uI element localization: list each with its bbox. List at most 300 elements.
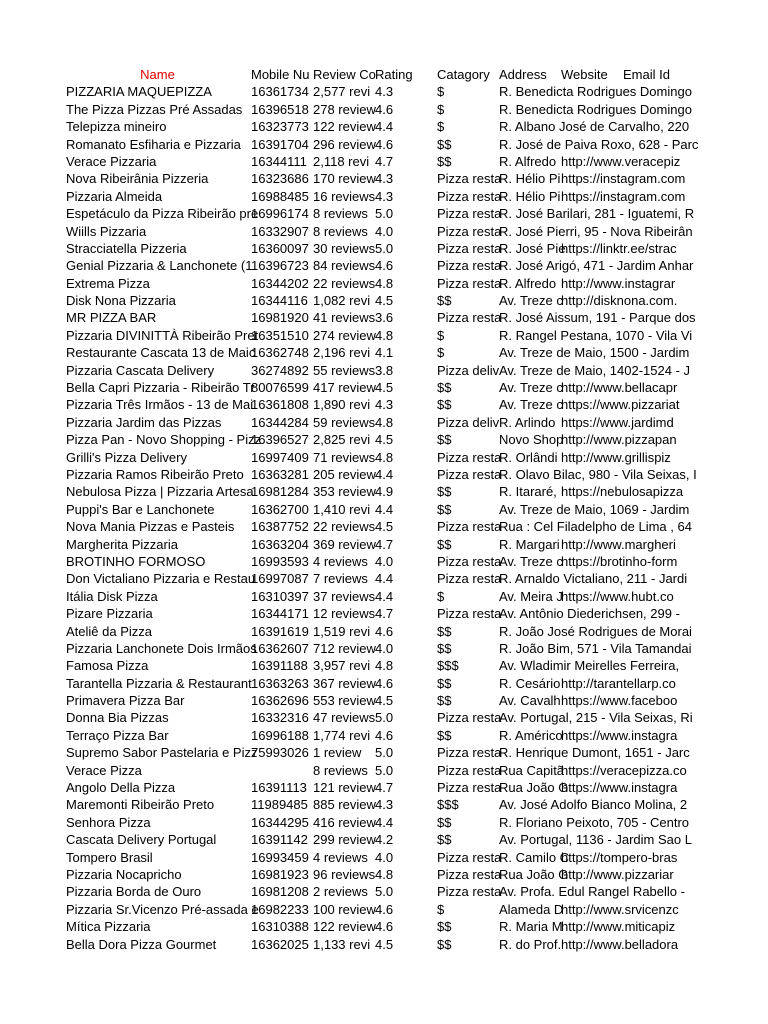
cell-review-count[interactable]: 416 review: [313, 814, 376, 830]
cell-rating[interactable]: 4.1: [375, 345, 394, 361]
cell-address[interactable]: R. João José Rodrigues de Morai: [499, 623, 692, 639]
header-email[interactable]: Email Id: [623, 67, 670, 82]
cell-mobile[interactable]: 16344295: [251, 814, 309, 830]
cell-mobile[interactable]: 16996174: [251, 206, 309, 222]
cell-review-count[interactable]: 71 reviews: [313, 449, 376, 465]
cell-name[interactable]: Pizare Pizzaria: [66, 606, 153, 622]
cell-rating[interactable]: 3.6: [375, 310, 394, 326]
cell-review-count[interactable]: 170 review: [313, 171, 376, 187]
cell-category[interactable]: $$: [437, 727, 452, 743]
cell-category[interactable]: $$: [437, 693, 452, 709]
cell-name[interactable]: Pizzaria Sr.Vicenzo Pré-assada e: [66, 901, 259, 917]
cell-name[interactable]: Margherita Pizzaria: [66, 536, 178, 552]
header-address[interactable]: Address: [499, 67, 547, 82]
table-row[interactable]: [66, 240, 686, 257]
cell-mobile[interactable]: 16981920: [251, 310, 309, 326]
cell-address[interactable]: R. José Arigó, 471 - Jardim Anhar: [499, 258, 694, 274]
table-row[interactable]: [66, 431, 686, 448]
cell-rating[interactable]: 4.6: [375, 675, 394, 691]
cell-name[interactable]: Itália Disk Pizza: [66, 588, 158, 604]
cell-category[interactable]: $$: [437, 832, 452, 848]
table-row[interactable]: [66, 936, 686, 953]
cell-rating[interactable]: 4.9: [375, 484, 394, 500]
cell-category[interactable]: Pizza resta: [437, 780, 502, 796]
cell-rating[interactable]: 5.0: [375, 206, 394, 222]
cell-category[interactable]: $: [437, 327, 445, 343]
cell-review-count[interactable]: 417 review: [313, 380, 376, 396]
cell-name[interactable]: Donna Bia Pizzas: [66, 710, 169, 726]
cell-mobile[interactable]: 16391188: [251, 658, 308, 674]
cell-website[interactable]: http://www.srvicenzc: [561, 901, 679, 917]
cell-category[interactable]: Pizza resta: [437, 571, 502, 587]
cell-mobile[interactable]: 36274892: [251, 362, 309, 378]
cell-website[interactable]: http://www.miticapiz: [561, 919, 676, 935]
cell-rating[interactable]: 4.4: [375, 571, 394, 587]
cell-name[interactable]: Bella Capri Pizzaria - Ribeirão Tr: [66, 380, 255, 396]
cell-category[interactable]: Pizza resta: [437, 275, 502, 291]
cell-address[interactable]: R. Maria M: [499, 919, 563, 935]
cell-mobile[interactable]: 16361808: [251, 397, 309, 413]
cell-category[interactable]: Pizza resta: [437, 171, 502, 187]
cell-mobile[interactable]: 16351510: [251, 327, 309, 343]
cell-name[interactable]: Restaurante Cascata 13 de Maic: [66, 345, 256, 361]
cell-name[interactable]: PIZZARIA MAQUEPIZZA: [66, 84, 212, 100]
cell-address[interactable]: R. Alfredo: [499, 153, 557, 169]
cell-category[interactable]: $: [437, 588, 445, 604]
cell-rating[interactable]: 4.8: [375, 327, 394, 343]
table-row[interactable]: [66, 692, 686, 709]
cell-website[interactable]: https://www.jardimd: [561, 414, 674, 430]
cell-address[interactable]: Alameda D: [499, 901, 564, 917]
cell-review-count[interactable]: 274 review: [313, 327, 376, 343]
cell-address[interactable]: R. José Pierri, 95 - Nova Ribeirân: [499, 223, 693, 239]
cell-website[interactable]: https://www.faceboo: [561, 693, 678, 709]
cell-mobile[interactable]: 16391142: [251, 832, 308, 848]
cell-category[interactable]: $$: [437, 397, 452, 413]
table-row[interactable]: [66, 153, 686, 170]
cell-review-count[interactable]: 100 review: [313, 901, 376, 917]
cell-website[interactable]: https://nebulosapizza: [561, 484, 684, 500]
cell-name[interactable]: Pizzaria Ramos Ribeirão Preto: [66, 466, 244, 482]
cell-review-count[interactable]: 122 review: [313, 919, 376, 935]
cell-address[interactable]: Av. Meira J: [499, 588, 563, 604]
cell-name[interactable]: Cascata Delivery Portugal: [66, 832, 217, 848]
cell-website[interactable]: https://www.instagra: [561, 780, 678, 796]
cell-review-count[interactable]: 121 review: [313, 780, 376, 796]
cell-rating[interactable]: 4.6: [375, 623, 394, 639]
cell-rating[interactable]: 4.8: [375, 449, 394, 465]
cell-rating[interactable]: 4.6: [375, 919, 394, 935]
cell-mobile[interactable]: 16344284: [251, 414, 309, 430]
cell-website[interactable]: https://instagram.com: [561, 171, 686, 187]
cell-name[interactable]: Mítica Pizzaria: [66, 919, 151, 935]
cell-review-count[interactable]: 1,519 revi: [313, 623, 371, 639]
cell-category[interactable]: $$: [437, 136, 452, 152]
cell-mobile[interactable]: 16981284: [251, 484, 309, 500]
cell-category[interactable]: $$: [437, 484, 452, 500]
cell-rating[interactable]: 4.3: [375, 397, 394, 413]
cell-mobile[interactable]: 16982233: [251, 901, 309, 917]
cell-address[interactable]: Rua João G: [499, 780, 569, 796]
cell-rating[interactable]: 4.6: [375, 136, 394, 152]
cell-category[interactable]: Pizza resta: [437, 240, 502, 256]
cell-category[interactable]: Pizza resta: [437, 884, 502, 900]
cell-address[interactable]: Rua Capitã: [499, 762, 565, 778]
table-row[interactable]: [66, 188, 686, 205]
cell-website[interactable]: https://linktr.ee/strac: [561, 240, 677, 256]
cell-name[interactable]: Nebulosa Pizza | Pizzaria Artesa: [66, 484, 254, 500]
cell-address[interactable]: R. João Bim, 571 - Vila Tamandai: [499, 640, 692, 656]
cell-name[interactable]: Primavera Pizza Bar: [66, 693, 185, 709]
cell-name[interactable]: Don Victaliano Pizzaria e Restau: [66, 571, 256, 587]
cell-rating[interactable]: 4.5: [375, 380, 394, 396]
cell-rating[interactable]: 4.8: [375, 866, 394, 882]
table-row[interactable]: [66, 327, 693, 344]
table-row[interactable]: [66, 518, 692, 535]
cell-mobile[interactable]: 16344171: [251, 606, 309, 622]
cell-address[interactable]: Av. Treze de Maio, 1069 - Jardim: [499, 501, 690, 517]
cell-review-count[interactable]: 2,118 revi: [313, 153, 370, 169]
cell-rating[interactable]: 4.6: [375, 901, 394, 917]
header-rating[interactable]: Rating: [375, 67, 413, 82]
cell-mobile[interactable]: 16362700: [251, 501, 309, 517]
cell-category[interactable]: $$: [437, 432, 452, 448]
cell-address[interactable]: R. Cesário: [499, 675, 561, 691]
cell-mobile[interactable]: 16981208: [251, 884, 309, 900]
cell-category[interactable]: $$: [437, 640, 452, 656]
table-row[interactable]: [66, 536, 686, 553]
cell-category[interactable]: $$$: [437, 658, 459, 674]
cell-review-count[interactable]: 55 reviews: [313, 362, 376, 378]
cell-review-count[interactable]: 22 reviews: [313, 275, 376, 291]
cell-mobile[interactable]: 16396723: [251, 258, 309, 274]
table-row[interactable]: [66, 831, 692, 848]
table-row[interactable]: [66, 744, 690, 761]
table-row[interactable]: [66, 136, 699, 153]
cell-mobile[interactable]: 16362696: [251, 693, 309, 709]
cell-category[interactable]: $: [437, 119, 445, 135]
cell-rating[interactable]: 4.0: [375, 553, 394, 569]
cell-mobile[interactable]: 16988485: [251, 188, 309, 204]
cell-mobile[interactable]: 16362748: [251, 345, 309, 361]
cell-rating[interactable]: 5.0: [375, 762, 394, 778]
cell-address[interactable]: R. Rangel Pestana, 1070 - Vila Vi: [499, 327, 693, 343]
cell-mobile[interactable]: 16996188: [251, 727, 309, 743]
cell-review-count[interactable]: 278 review: [313, 101, 376, 117]
table-row[interactable]: [66, 883, 686, 900]
cell-mobile[interactable]: 16396518: [251, 101, 309, 117]
table-row[interactable]: [66, 779, 686, 796]
table-row[interactable]: [66, 396, 686, 413]
cell-name[interactable]: Wiills Pizzaria: [66, 223, 147, 239]
cell-review-count[interactable]: 12 reviews: [313, 606, 376, 622]
header-review-count[interactable]: Review Co: [313, 67, 376, 82]
cell-name[interactable]: Tarantella Pizzaria & Restaurant: [66, 675, 252, 691]
cell-name[interactable]: Pizzaria DIVINITTÀ Ribeirão Pret: [66, 327, 259, 343]
cell-rating[interactable]: 4.4: [375, 814, 394, 830]
cell-rating[interactable]: 4.3: [375, 84, 394, 100]
cell-mobile[interactable]: 11989485: [251, 797, 308, 813]
cell-review-count[interactable]: 4 reviews: [313, 553, 368, 569]
cell-category[interactable]: $$$: [437, 797, 459, 813]
cell-address[interactable]: Av. Wladimir Meirelles Ferreira,: [499, 658, 680, 674]
cell-rating[interactable]: 4.0: [375, 640, 394, 656]
cell-mobile[interactable]: 16997087: [251, 571, 309, 587]
cell-mobile[interactable]: 16391704: [251, 136, 309, 152]
cell-review-count[interactable]: 8 reviews: [313, 206, 368, 222]
cell-review-count[interactable]: 41 reviews: [313, 310, 376, 326]
cell-name[interactable]: Nova Mania Pizzas e Pasteis: [66, 519, 235, 535]
cell-name[interactable]: Pizzaria Nocapricho: [66, 866, 182, 882]
cell-website[interactable]: https://veracepizza.co: [561, 762, 687, 778]
table-row[interactable]: [66, 849, 686, 866]
cell-website[interactable]: http://www.margheri: [561, 536, 676, 552]
table-row[interactable]: [66, 257, 694, 274]
table-row[interactable]: [66, 118, 690, 135]
cell-address[interactable]: R. Henrique Dumont, 1651 - Jarc: [499, 745, 690, 761]
cell-review-count[interactable]: 353 review: [313, 484, 376, 500]
cell-address[interactable]: R. Floriano Peixoto, 705 - Centro: [499, 814, 690, 830]
cell-mobile[interactable]: 16344202: [251, 275, 309, 291]
cell-category[interactable]: Pizza resta: [437, 849, 502, 865]
cell-mobile[interactable]: 16344111: [251, 153, 307, 169]
cell-website[interactable]: http://www.veracepiz: [561, 153, 681, 169]
cell-mobile[interactable]: 16391619: [251, 623, 309, 639]
cell-name[interactable]: Grilli's Pizza Delivery: [66, 449, 187, 465]
table-row[interactable]: [66, 762, 686, 779]
cell-review-count[interactable]: 7 reviews: [313, 571, 368, 587]
cell-rating[interactable]: 5.0: [375, 710, 394, 726]
cell-rating[interactable]: 4.8: [375, 275, 394, 291]
cell-category[interactable]: Pizza resta: [437, 866, 502, 882]
cell-mobile[interactable]: 16387752: [251, 519, 309, 535]
cell-name[interactable]: Verace Pizzaria: [66, 153, 157, 169]
cell-name[interactable]: Genial Pizzaria & Lanchonete (1: [66, 258, 253, 274]
cell-category[interactable]: $$: [437, 623, 452, 639]
cell-mobile[interactable]: 16361734: [251, 84, 309, 100]
cell-review-count[interactable]: 3,957 revi: [313, 658, 371, 674]
cell-name[interactable]: Verace Pizza: [66, 762, 142, 778]
cell-address[interactable]: Av. Portugal, 215 - Vila Seixas, Ri: [499, 710, 693, 726]
cell-review-count[interactable]: 553 review: [313, 693, 376, 709]
cell-rating[interactable]: 4.5: [375, 293, 394, 309]
cell-review-count[interactable]: 1,082 revi: [313, 293, 371, 309]
table-row[interactable]: [66, 605, 686, 622]
cell-rating[interactable]: 4.8: [375, 414, 394, 430]
cell-mobile[interactable]: 16981923: [251, 866, 309, 882]
cell-address[interactable]: R. Albano José de Carvalho, 220: [499, 119, 690, 135]
cell-mobile[interactable]: 16310388: [251, 919, 309, 935]
cell-mobile[interactable]: 16332907: [251, 223, 309, 239]
table-row[interactable]: [66, 675, 686, 692]
cell-name[interactable]: BROTINHO FORMOSO: [66, 553, 206, 569]
cell-category[interactable]: Pizza resta: [437, 745, 502, 761]
cell-category[interactable]: $$: [437, 936, 452, 952]
cell-website[interactable]: http://www.grillispiz: [561, 449, 671, 465]
table-row[interactable]: [66, 292, 686, 309]
table-row[interactable]: [66, 483, 686, 500]
table-row[interactable]: [66, 449, 686, 466]
cell-mobile[interactable]: 16363263: [251, 675, 309, 691]
cell-rating[interactable]: 4.0: [375, 223, 394, 239]
table-row[interactable]: [66, 275, 686, 292]
cell-mobile[interactable]: 80076599: [251, 380, 309, 396]
cell-name[interactable]: Pizzaria Três Irmãos - 13 de Mai: [66, 397, 254, 413]
header-mobile[interactable]: Mobile Nu: [251, 67, 310, 82]
table-row[interactable]: [66, 657, 686, 674]
cell-category[interactable]: $: [437, 345, 445, 361]
table-row[interactable]: [66, 796, 686, 813]
cell-review-count[interactable]: 367 review: [313, 675, 376, 691]
cell-review-count[interactable]: 37 reviews: [313, 588, 376, 604]
cell-rating[interactable]: 4.7: [375, 153, 394, 169]
cell-address[interactable]: Av. Treze c: [499, 397, 563, 413]
cell-name[interactable]: Senhora Pizza: [66, 814, 151, 830]
cell-rating[interactable]: 3.8: [375, 362, 394, 378]
cell-mobile[interactable]: 75993026: [251, 745, 309, 761]
cell-address[interactable]: Novo Shop: [499, 432, 564, 448]
table-row[interactable]: [66, 553, 686, 570]
cell-name[interactable]: Maremonti Ribeirão Preto: [66, 797, 215, 813]
cell-mobile[interactable]: 16363281: [251, 466, 309, 482]
cell-review-count[interactable]: 2,825 revi: [313, 432, 371, 448]
cell-address[interactable]: R. Arnaldo Victaliano, 211 - Jardi: [499, 571, 688, 587]
table-row[interactable]: [66, 623, 692, 640]
cell-review-count[interactable]: 4 reviews: [313, 849, 368, 865]
cell-address[interactable]: Rua : Cel Filadelpho de Lima , 64: [499, 519, 692, 535]
cell-name[interactable]: Extrema Pizza: [66, 275, 150, 291]
cell-website[interactable]: http://tarantellarp.co: [561, 675, 676, 691]
cell-address[interactable]: Av. Treze c: [499, 293, 563, 309]
cell-website[interactable]: http://www.belladora: [561, 936, 679, 952]
cell-rating[interactable]: 4.5: [375, 432, 394, 448]
cell-rating[interactable]: 4.3: [375, 797, 394, 813]
cell-category[interactable]: $: [437, 101, 445, 117]
cell-address[interactable]: R. Hélio Pi: [499, 188, 561, 204]
cell-address[interactable]: Av. José Adolfo Bianco Molina, 2: [499, 797, 688, 813]
cell-mobile[interactable]: 16360097: [251, 240, 309, 256]
cell-name[interactable]: Pizzaria Almeida: [66, 188, 163, 204]
cell-mobile[interactable]: 16362025: [251, 936, 309, 952]
table-row[interactable]: [66, 501, 690, 518]
cell-review-count[interactable]: 369 review: [313, 536, 376, 552]
cell-website[interactable]: https://brotinho-form: [561, 553, 678, 569]
cell-mobile[interactable]: 16997409: [251, 449, 309, 465]
cell-name[interactable]: Disk Nona Pizzaria: [66, 293, 176, 309]
cell-name[interactable]: Pizzaria Lanchonete Dois Irmãos: [66, 640, 257, 656]
cell-address[interactable]: R. José Pie: [499, 240, 566, 256]
cell-website[interactable]: https://tompero-bras: [561, 849, 678, 865]
cell-address[interactable]: R. Arlindo: [499, 414, 556, 430]
cell-rating[interactable]: 4.5: [375, 519, 394, 535]
cell-name[interactable]: Puppi's Bar e Lanchonete: [66, 501, 215, 517]
table-row[interactable]: [66, 866, 686, 883]
cell-website[interactable]: https://www.pizzariat: [561, 397, 680, 413]
cell-category[interactable]: $$: [437, 293, 452, 309]
table-row[interactable]: [66, 83, 692, 100]
cell-category[interactable]: $$: [437, 380, 452, 396]
cell-review-count[interactable]: 1,890 revi: [313, 397, 371, 413]
cell-rating[interactable]: 5.0: [375, 884, 394, 900]
cell-address[interactable]: R. do Prof.: [499, 936, 562, 952]
table-row[interactable]: [66, 570, 686, 587]
table-row[interactable]: [66, 223, 693, 240]
table-row[interactable]: [66, 101, 692, 118]
cell-category[interactable]: Pizza resta: [437, 449, 502, 465]
cell-category[interactable]: $$: [437, 814, 452, 830]
cell-website[interactable]: https://www.instagra: [561, 727, 678, 743]
cell-review-count[interactable]: 299 review: [313, 832, 376, 848]
cell-category[interactable]: Pizza resta: [437, 258, 502, 274]
table-row[interactable]: [66, 727, 686, 744]
cell-name[interactable]: Romanato Esfiharia e Pizzaria: [66, 136, 241, 152]
cell-rating[interactable]: 4.2: [375, 832, 394, 848]
table-row[interactable]: [66, 170, 686, 187]
cell-website[interactable]: http://www.instagrar: [561, 275, 676, 291]
cell-rating[interactable]: 4.6: [375, 101, 394, 117]
cell-review-count[interactable]: 1,133 revi: [313, 936, 371, 952]
cell-website[interactable]: http://www.pizzapan: [561, 432, 677, 448]
cell-category[interactable]: Pizza resta: [437, 710, 502, 726]
cell-name[interactable]: Bella Dora Pizza Gourmet: [66, 936, 217, 952]
cell-review-count[interactable]: 2 reviews: [313, 884, 368, 900]
cell-review-count[interactable]: 1,774 revi: [313, 727, 371, 743]
cell-website[interactable]: http://disknona.com.: [561, 293, 678, 309]
cell-rating[interactable]: 4.6: [375, 258, 394, 274]
cell-name[interactable]: Supremo Sabor Pastelaria e Pizz: [66, 745, 258, 761]
cell-review-count[interactable]: 8 reviews: [313, 223, 368, 239]
cell-category[interactable]: $$: [437, 675, 452, 691]
cell-name[interactable]: Nova Ribeirânia Pizzeria: [66, 171, 209, 187]
cell-rating[interactable]: 4.8: [375, 658, 394, 674]
cell-name[interactable]: Pizzaria Jardim das Pizzas: [66, 414, 222, 430]
cell-category[interactable]: Pizza resta: [437, 466, 502, 482]
cell-website[interactable]: https://www.hubt.co: [561, 588, 674, 604]
cell-mobile[interactable]: 16310397: [251, 588, 309, 604]
cell-address[interactable]: R. Camilo C: [499, 849, 570, 865]
cell-review-count[interactable]: 205 review: [313, 466, 376, 482]
cell-review-count[interactable]: 22 reviews: [313, 519, 376, 535]
cell-category[interactable]: Pizza resta: [437, 188, 502, 204]
cell-website[interactable]: https://instagram.com: [561, 188, 686, 204]
cell-address[interactable]: Av. Antônio Diederichsen, 299 -: [499, 606, 680, 622]
table-row[interactable]: [66, 362, 691, 379]
cell-address[interactable]: Av. Treze c: [499, 380, 563, 396]
cell-category[interactable]: Pizza resta: [437, 519, 502, 535]
cell-category[interactable]: Pizza deliv: [437, 362, 500, 378]
cell-rating[interactable]: 4.3: [375, 171, 394, 187]
cell-address[interactable]: Av. Treze de Maio, 1500 - Jardim: [499, 345, 690, 361]
cell-name[interactable]: MR PIZZA BAR: [66, 310, 157, 326]
cell-address[interactable]: R. Américo: [499, 727, 563, 743]
table-row[interactable]: [66, 414, 686, 431]
cell-name[interactable]: Terraço Pizza Bar: [66, 727, 169, 743]
cell-name[interactable]: Espetáculo da Pizza Ribeirão pre: [66, 206, 259, 222]
cell-name[interactable]: Pizzaria Cascata Delivery: [66, 362, 215, 378]
cell-category[interactable]: $$: [437, 919, 452, 935]
cell-category[interactable]: Pizza deliv: [437, 414, 500, 430]
header-category[interactable]: Catagory: [437, 67, 490, 82]
cell-mobile[interactable]: 16362607: [251, 640, 309, 656]
cell-review-count[interactable]: 2,577 revi: [313, 84, 371, 100]
cell-rating[interactable]: 4.7: [375, 606, 394, 622]
table-row[interactable]: [66, 588, 686, 605]
cell-name[interactable]: Ateliê da Pizza: [66, 623, 152, 639]
table-row[interactable]: [66, 344, 690, 361]
cell-address[interactable]: R. Orlândi: [499, 449, 558, 465]
cell-review-count[interactable]: 296 review: [313, 136, 376, 152]
cell-category[interactable]: $$: [437, 501, 452, 517]
